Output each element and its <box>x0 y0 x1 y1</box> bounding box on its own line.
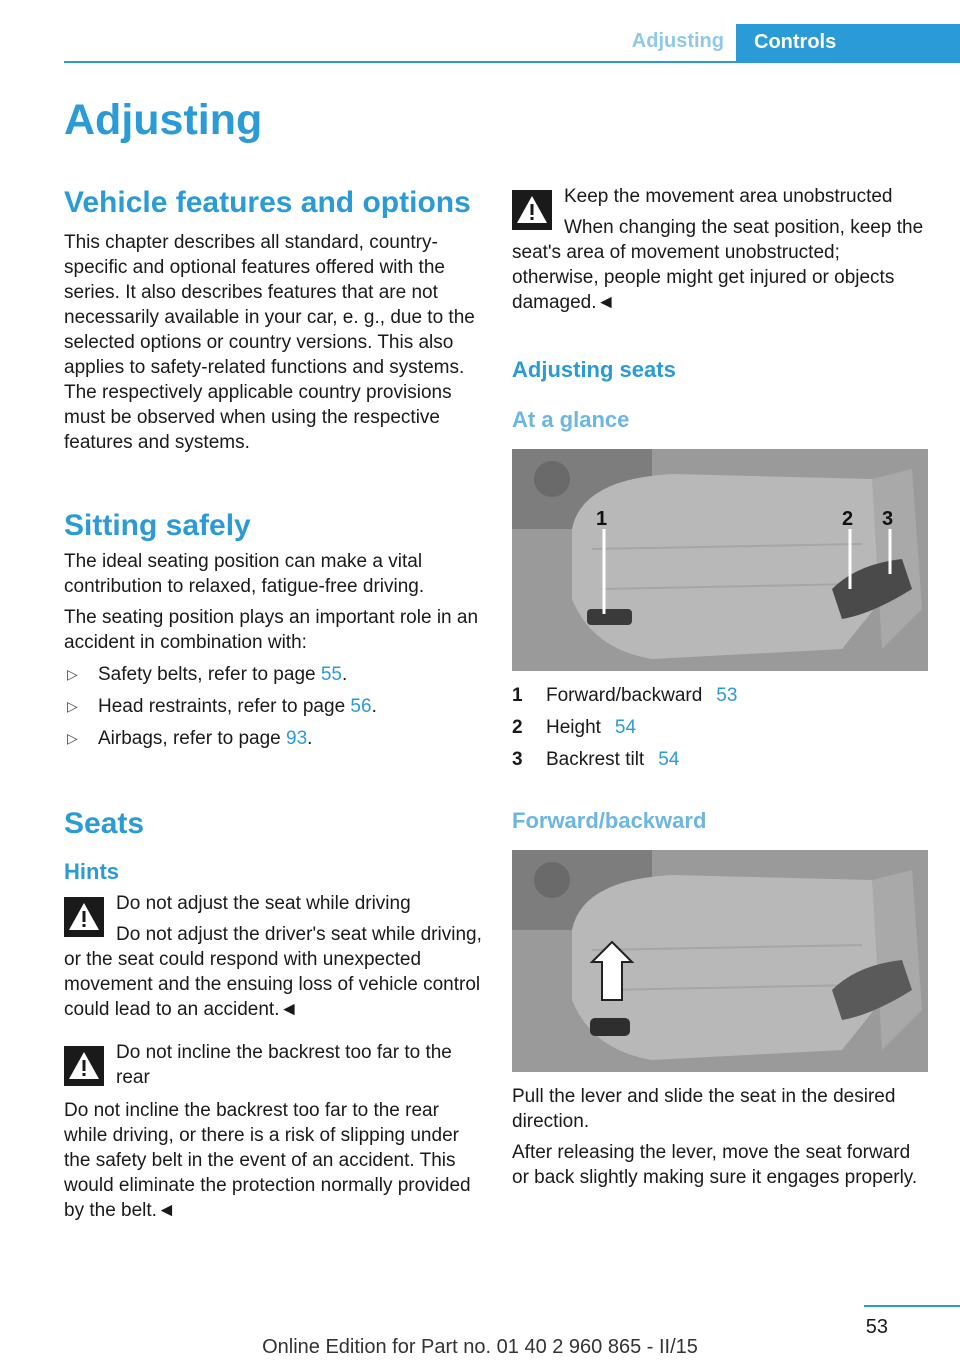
triangle-bullet-icon: ▷ <box>67 698 78 714</box>
heading-at-a-glance: At a glance <box>512 407 630 432</box>
forward-backward-p1: Pull the lever and slide the seat in the desired direction. <box>512 1086 896 1132</box>
warning-title: Do not adjust the seat while driving <box>116 893 411 914</box>
warning-body: When changing the seat position, keep the seat's area of movement unobstructed; otherwise, people might get injured or objects damaged.◄ <box>512 217 924 313</box>
callout-3: 3 <box>882 508 894 530</box>
header-chapter-tab: Controls <box>736 24 960 61</box>
warning-box <box>64 891 482 947</box>
sitting-safely-p2: The seating position plays an important role in an accident in combination with: <box>64 607 479 653</box>
legend-page-link[interactable]: 54 <box>614 717 637 738</box>
warning-icon <box>512 190 552 230</box>
warning-body: Do not incline the backrest too far to the rear while driving, or there is a risk of slipping under the safety belt in the event of an accident. This would eliminate the protection normally provided by the belt.◄ <box>64 1100 471 1221</box>
seat-controls-photo <box>512 449 928 671</box>
left-column <box>64 184 482 1223</box>
page-link-93[interactable]: 93 <box>286 728 308 749</box>
heading-vehicle-features: Vehicle features and options <box>64 186 471 219</box>
page-link-55[interactable]: 55 <box>320 664 342 685</box>
warning-icon <box>64 897 104 937</box>
sitting-safely-p1: The ideal seating position can make a vital contribution to relaxed, fatigue-free driving. <box>64 551 425 597</box>
list-item: ▷ Airbags, refer to page 93. <box>67 728 313 749</box>
warning-title: Do not incline the backrest too far to the rear <box>116 1042 452 1088</box>
warning-box <box>512 184 930 209</box>
page-title: Adjusting <box>64 96 263 144</box>
forward-backward-photo <box>512 850 928 1072</box>
heading-seats: Seats <box>64 807 145 840</box>
callout-legend <box>512 683 930 772</box>
heading-forward-backward: Forward/backward <box>512 808 707 833</box>
legend-item: Height 54 <box>546 717 637 738</box>
legend-page-link[interactable]: 54 <box>658 749 680 770</box>
legend-item: Forward/backward 53 <box>546 685 738 706</box>
legend-number: 1 <box>512 685 523 706</box>
warning-body-first-line <box>64 922 482 947</box>
callout-1: 1 <box>596 508 608 530</box>
heading-adjusting-seats: Adjusting seats <box>512 357 676 382</box>
legend-number: 3 <box>512 749 523 770</box>
warning-icon <box>64 1046 104 1086</box>
page-number: 53 <box>865 1316 888 1338</box>
triangle-bullet-icon: ▷ <box>67 730 78 746</box>
legend-item: Backrest tilt 54 <box>546 749 680 770</box>
triangle-bullet-icon: ▷ <box>67 666 78 682</box>
list-item: ▷ Safety belts, refer to page 55. <box>67 664 348 685</box>
header-section-label: Adjusting <box>631 30 724 52</box>
sitting-safely-list <box>64 662 482 751</box>
callout-2: 2 <box>842 508 854 530</box>
warning-title: Keep the movement area unobstructed <box>564 186 893 207</box>
header-rule <box>64 61 960 63</box>
list-item: ▷ Head restraints, refer to page 56. <box>67 696 377 717</box>
footer-rule <box>864 1305 960 1307</box>
forward-backward-p2: After releasing the lever, move the seat forward or back slightly making sure it engages properly. <box>512 1142 918 1188</box>
page-link-56[interactable]: 56 <box>350 696 372 717</box>
edition-footer: Online Edition for Part no. 01 40 2 960 865 - II/15 <box>262 1336 698 1358</box>
right-column <box>512 184 930 1190</box>
heading-sitting-safely: Sitting safely <box>64 509 251 542</box>
warning-body: Do not adjust the driver's seat while driving, or the seat could respond with unexpected movement and the ensuing loss of vehicle control could lead to an accident.◄ <box>64 924 482 1020</box>
warning-box <box>64 1040 482 1090</box>
vehicle-features-text: This chapter describes all standard, country-specific and optional features offered with the series. It also describes features that are not necessarily available in your car, e. g., due to the selected options or country versions. This also applies to safety-related functions and systems. The respectively applicable country provisions must be observed when using the respective features and systems. <box>64 232 475 453</box>
legend-number: 2 <box>512 717 523 738</box>
heading-hints: Hints <box>64 859 119 884</box>
legend-page-link[interactable]: 53 <box>716 685 738 706</box>
